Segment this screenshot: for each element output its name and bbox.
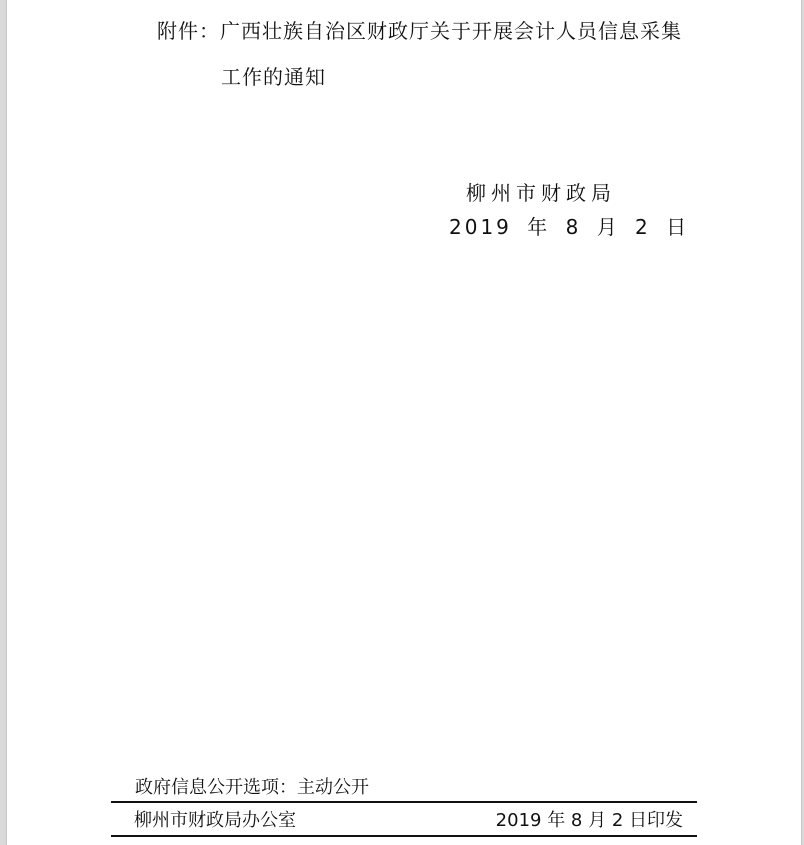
attachment-title-part-2: 工作的通知 — [221, 65, 326, 89]
attachment-title-part-1: 广西壮族自治区财政厅关于开展会计人员信息采集 — [220, 19, 682, 43]
attachment-prefix: 附件： — [157, 19, 220, 43]
issuing-office: 柳州市财政局办公室 — [134, 810, 296, 831]
footer-rule-top — [111, 801, 697, 803]
disclosure-option: 政府信息公开选项：主动公开 — [135, 777, 369, 798]
document-page — [6, 0, 802, 845]
issuer-name: 柳州市财政局 — [466, 181, 616, 205]
attachment-line-1 — [157, 16, 682, 46]
footer-rule-bottom — [111, 835, 697, 837]
signature-date: 2019 年 8 月 2 日 — [449, 215, 690, 239]
issue-date: 2019 年 8 月 2 日印发 — [495, 810, 683, 831]
